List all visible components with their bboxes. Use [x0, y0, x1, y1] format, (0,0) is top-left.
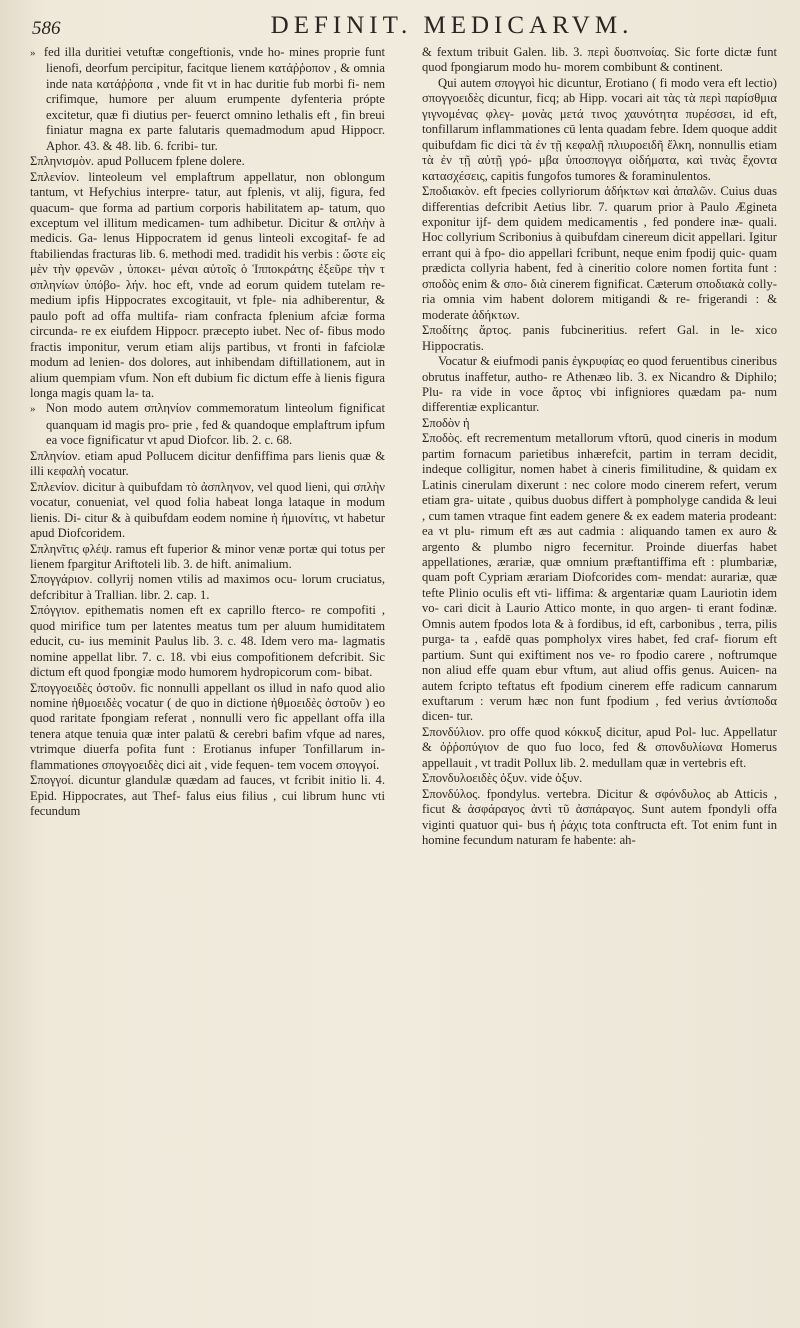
dictionary-entry: Σπληνισμὸν. apud Pollucem fplene dolere. — [30, 154, 245, 169]
dictionary-entry: Σπόγγιον. epithematis nomen eft ex caprillo fterco- re compofiti , quod mirifice tum per latentes meatus tum per aluum humiditatem educit, cu- ius meminit Paulus lib. 3. c. 48. Idem vero ma- lagmatis nomine appellat libr. 7. c. 18. vbi eius compofitionem defcribit. Sic dictum eft quod fpongiæ modo humorem hydropicorum com- bibat. — [30, 603, 385, 680]
dictionary-entry: Σπλενίον. linteoleum vel emplaftrum appellatur, non oblongum tantum, vt Hefychius interpre- tatur, aut fplenis, vt alij, figura, fed quacum- que forma ad partium corporis habilitatem ap- tatum, quo exceptum vel illitum medicamen- tum adhibetur. Dicitur & σπλὴν à medicis. Ga- lenus Hippocratem id genus linteoli excogitaf- fe ad ftabiliendas fracturas lib. 6. methodi med. tradidit his verbis : ὥστε εἰς μὲν τὴν φρενῶν , ὑποκει- μέναι αὐτοῖς ὁ Ἱπποκράτης ἐξεῦρε τὴν τ σπληνίων ὑπόβο- λήν. hoc eft, vnde ad eorum quidem tutelam re- medium ipfis Hippocrates excogitauit, vt fple- nia adhiberentur, & paulo poft ad offa multifa- riam confracta fplenium afciæ forma circunda- re ex eiufdem Hippocr. præcepto iubet. Nec of- fibus modo fractis imponitur, verum etiam alijs partibus, vt fronti in fafciolæ modum ad lenien- dos dolores, aut inhibendam diftillationem, aut in alium quempiam vfum. Non eft dubium fic dictum effe à lienis figura longa magis quam la- ta. — [30, 169, 385, 400]
dictionary-entry: Σποδὸς. eft recrementum metallorum vftorū, quod cineris in modum partim fornacum parietibus inhærefcit, partim in terram decidit, indeque colligitur, nomen habet à cineris fimilitudine, & quidam ex Latinis cinerulam dixerunt : nec colore modo cinerem refert, verum etiam gra- uitate , quibus duobus differt à pompholyge candida & leui , cum tamen vtraque fint eadem genere & ex eadem materia prodeant: ea vt plu- rimum eft æs aut cadmia : aliquando tamen ex auro & argento & plumbo nigro fecernitur. Proinde diuerfas habet appellationes, ærariæ, quæ omnium præftantiffima eft : plumbariæ, quam poft Cypriam ærariam Diofcorides com- mendat: aurariæ, quæ tefte Plinio oculis eft vti- liffima: & argentariæ quam Lauriotin idem vo- cari dicit à Laurio Attico monte, in quo argen- ti erant fodinæ. Omnis autem fpodos lota & à fordibus, id eft, carbonibus , terra, pilis purga- ta , eafdē quas pompholyx vires habet, fed craf- fiorum eft partium. Sunt qui exiftiment nos ve- ro fpodio carere , noftrumque non aliud effe quam ebur vftum, aut aliud offis genus. Auicen- na autem fcripto teftatus eft fpodium cinerem effe radicum cannarum exuftarum : verum hæc non funt fpodium , fed verius ἀντίσποδα dicen- tur. — [422, 431, 777, 724]
dictionary-entry: Vocatur & eiufmodi panis ἐγκρυφίας eo quod feruentibus cineribus obrutus inaffetur, autho- re Athenæo lib. 3. ex Nicandro & Diphilo; Plu- ra vide in voce ἄρτος vbi infigniores quædam pa- num differentiæ explicantur. — [422, 354, 777, 415]
dictionary-entry: & fextum tribuit Galen. lib. 3. περὶ δυσπνοίας. Sic forte dictæ funt quod fpongiarum modo hu- morem combibunt & continent. — [422, 45, 777, 75]
dictionary-entry: Σπληνίον. etiam apud Pollucem dicitur denfiffima pars lienis quæ & illi κεφαλὴ vocatur. — [30, 448, 385, 479]
dictionary-entry: Σποδὸν ἡ — [422, 415, 470, 430]
dictionary-entry: Σπονδύλιον. pro offe quod κόκκυξ dicitur, apud Pol- luc. Appellatur & ὀῤῥοπύγιον de quo fuo loco, fed & σπονδυλίωνα Homerus appellauit , vt tradit Pollux lib. 2. medullam quæ in vertebris eft. — [422, 724, 777, 770]
dictionary-entry: Σπογγάριον. collyrij nomen vtilis ad maximos ocu- lorum cruciatus, defcribitur à Trallian. libr. 2. cap. 1. — [30, 572, 385, 602]
right-text-column — [422, 45, 777, 1315]
page-number: 586 — [32, 18, 61, 39]
dictionary-entry: » fed illa duritiei vetuftæ congeftionis, vnde ho- mines proprie funt lienofi, deorfum percipitur, facitque lienem κατάῤῥοπον , & omnia inde nata κατάῤῥοπα , vnde fit vt in hac duritie fub morbi fi- nem crifimque, humore per aluum erumpente dyfenteria própte excitetur, quæ fi diutius per- feuerct omnino lethalis eft , fin breui finiatur magna ex parte falutaris quemadmodum apud Hippocr. Aphor. 43. & 48. lib. 6. fcribi- tur. — [30, 45, 385, 154]
dictionary-entry: Σπονδυλοειδὲς ὀξυν. vide ὀξυν. — [422, 771, 583, 786]
dictionary-entry: Σποδιακὸν. eft fpecies collyriorum ἀδήκτων καὶ ἁπαλῶν. Cuius duas differentias defcribit Aetius libr. 7. quarum prior à Paulo Ægineta exponitur ijf- dem quidem medicamentis , fed pondere inæ- quali. Hoc collyrium Scribonius à quibufdam cinereum dicit appellari. Igitur errant qui à fpo- dio appellari fcribunt, neque enim fpodij quic- quam prædicta collyria habent, fed à cineritio colore nomen fortita funt : σποδὸς enim & σπο- διὰ cinerem fignificat. Cæterum σποδιακὰ colly- ria omnia vim habent dolorem mitigandi & re- frigerandi : & moderate ἀδήκτων. — [422, 184, 777, 322]
dictionary-entry: Σπογγοί. dicuntur glandulæ quædam ad fauces, vt fcribit initio li. 4. Epid. Hippocrates, aut Thef- falus eius filius , cui librum hunc vti fecundum — [30, 773, 385, 819]
dictionary-entry: » Non modo autem σπληνίον commemoratum linteolum fignificat quanquam id magis pro- prie , fed & quandoque emplaftrum ipfum ea voce fignificatur vt apud Diofcor. lib. 2. c. 68. — [30, 401, 385, 448]
dictionary-entry: Σπογγοειδὲς ὀστοῦν. fic nonnulli appellant os illud in nafo quod alio nomine ἠθμοειδὲς vocatur ( de quo in dictione ἠθμοειδὲς ὀστοῦν ) eo quod raritate fpongiam referat , nonnulli vero fic appellant offa illa tenera atque tenuia quæ inter palatū & cerebri bafim vfque ad nares, vtrimque diuerfa pofita funt : Erotianus infuper Tonfillarum in- flammationes σπογγοειδὲς dici ait , vide fequen- tem vocem σπογγοί. — [30, 680, 385, 772]
dictionary-entry: Σπονδύλος. fpondylus. vertebra. Dicitur & σφόνδυλος ab Atticis , ficut & ἀσφάραγος ἀντὶ τῦ ἀσπάραγος. Sunt autem fpondyli offa viginti quatuor qui- bus ἡ ῥάχις tota conftructa eft. Tot enim funt in homine fecundum naturam fe habente: ah- — [422, 786, 777, 848]
dictionary-entry: Σπληνῖτις φλέψ. ramus eft fuperior & minor venæ portæ qui totus per lienem fpargitur Ariftoteli lib. 3. de hift. animalium. — [30, 541, 385, 571]
page-header — [22, 6, 782, 42]
left-text-column — [30, 45, 385, 1315]
dictionary-entry: Qui autem σπογγοὶ hic dicuntur, Erotiano ( fi modo vera eft lectio) σπογγοειδὲς dicuntur, ficq; ab Hipp. vocari ait τὰς τὰ περὶ παρίσθμια γιγνομένας φλεγ- μονὰς μετά τινος χαυνότητα πυρέσσει, id eft, tonfillarum inflammationes cū lenta quadam febre. Idem quoque addit quibufdam fic dici τὰ ἐν τῇ κεφαλῇ πλιυροειδῆ ἕλκη, nonnullis etiam τὰ ἐν τῇ αὐτῇ γρό- μβα ὑποσπογγα οἰδήματα, καὶ τινὰς ἔχοντα κατασχέσεις, capitis fungofos tumores & foraminulentos. — [422, 75, 777, 183]
dictionary-entry: Σποδίτης ἄρτος. panis fubcineritius. refert Gal. in le- xico Hippocratis. — [422, 323, 777, 353]
dictionary-entry: Σπλενίον. dicitur à quibufdam τὸ ἀσπληνον, vel quod lieni, qui σπλὴν vocatur, conueniat, vel quod folia habeat longa lataque in modum lienis. Di- citur & à quibufdam eodem nomine ἡ ἡμιονίτις, vt habetur apud Diofcoridem. — [30, 479, 385, 541]
running-head: DEFINIT. MEDICARVM. — [270, 12, 634, 39]
